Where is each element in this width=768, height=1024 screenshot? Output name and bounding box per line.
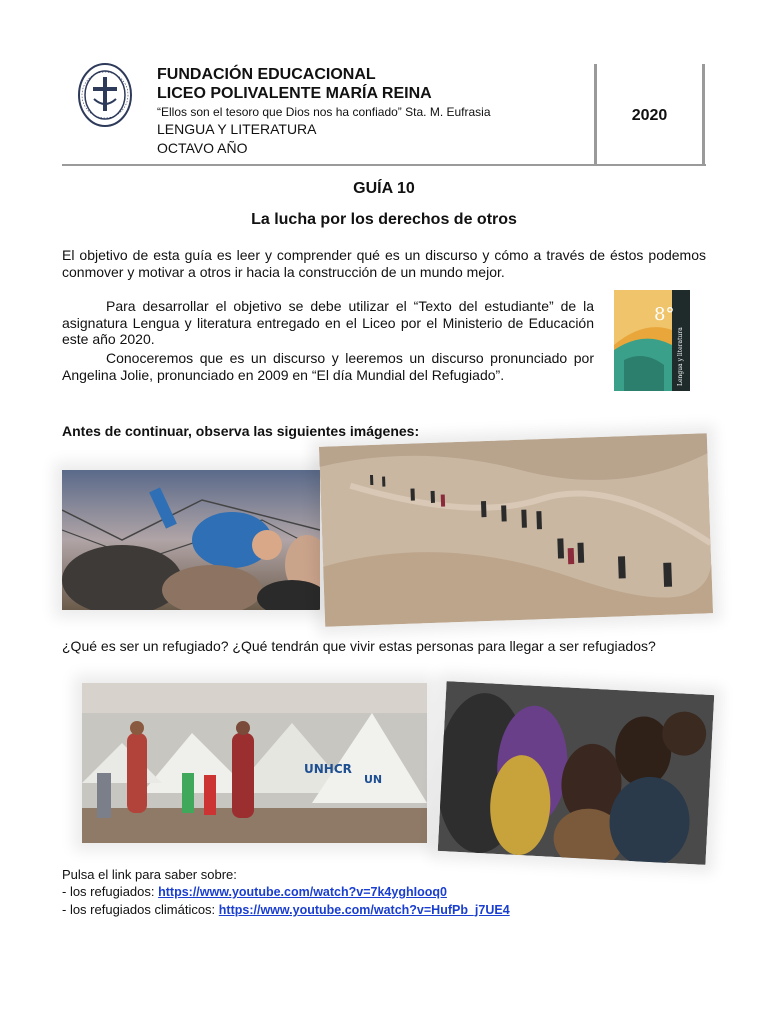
photo-refugee-camp xyxy=(82,683,427,843)
grade-level: OCTAVO AÑO xyxy=(157,140,248,156)
tent-logo-2: UN xyxy=(364,773,383,786)
link-row-climate-refugees xyxy=(62,901,510,919)
photo-desert-walk xyxy=(319,433,713,626)
textbook-cover-image xyxy=(614,290,690,391)
tent-logo-1: UNHCR xyxy=(304,762,352,776)
guide-title: La lucha por los derechos de otros xyxy=(251,211,517,228)
link-label-climate-refugees: - los refugiados climáticos: xyxy=(62,902,219,917)
refugee-question: ¿Qué es ser un refugiado? ¿Qué tendrán que vivir estas personas para llegar a ser refugiados? xyxy=(62,638,656,654)
objective-paragraph: El objetivo de esta guía es leer y comprender qué es un discurso y cómo a través de éstos podemos conmover y motivar a otros ir hacia la construcción de un mundo mejor. xyxy=(62,247,706,280)
textbook-paragraph: Para desarrollar el objetivo se debe utilizar el “Texto del estudiante” de la asignatura Lengua y literatura entregado en el Liceo por el Ministerio de Educación este año 2020. xyxy=(62,298,594,347)
before-images-instruction: Antes de continuar, observa las siguientes imágenes: xyxy=(62,423,420,439)
school-motto: “Ellos son el tesoro que Dios nos ha confiado” Sta. M. Eufrasia xyxy=(157,105,491,119)
book-grade-text: 8° xyxy=(654,304,675,325)
org-name-line1: FUNDACIÓN EDUCACIONAL xyxy=(157,66,376,83)
header-divider-right xyxy=(702,64,705,166)
youtube-link-climate-refugees[interactable]: https://www.youtube.com/watch?v=HufPb_j7UE4 xyxy=(218,903,510,917)
links-intro: Pulsa el link para saber sobre: xyxy=(62,867,237,882)
header-bottom-rule xyxy=(62,164,706,166)
links-section xyxy=(62,866,510,919)
link-label-refugees: - los refugiados: xyxy=(62,884,159,899)
school-logo xyxy=(78,63,132,127)
photo-child-barbed-wire xyxy=(62,470,320,610)
year-label: 2020 xyxy=(631,107,668,124)
org-name-line2: LICEO POLIVALENTE MARÍA REINA xyxy=(157,85,432,102)
youtube-link-refugees[interactable]: https://www.youtube.com/watch?v=7k4yghIooq0 xyxy=(158,885,447,899)
link-row-refugees xyxy=(62,883,510,901)
photo-children-crowd xyxy=(438,681,715,865)
subject-name: LENGUA Y LITERATURA xyxy=(157,121,317,137)
speech-paragraph: Conoceremos que es un discurso y leeremos un discurso pronunciado por Angelina Jolie, pronunciado en 2009 en “El día Mundial del Refugiado”. xyxy=(62,350,594,383)
guide-number: GUÍA 10 xyxy=(353,180,415,197)
book-title-text: Lengua y literatura xyxy=(677,327,684,386)
